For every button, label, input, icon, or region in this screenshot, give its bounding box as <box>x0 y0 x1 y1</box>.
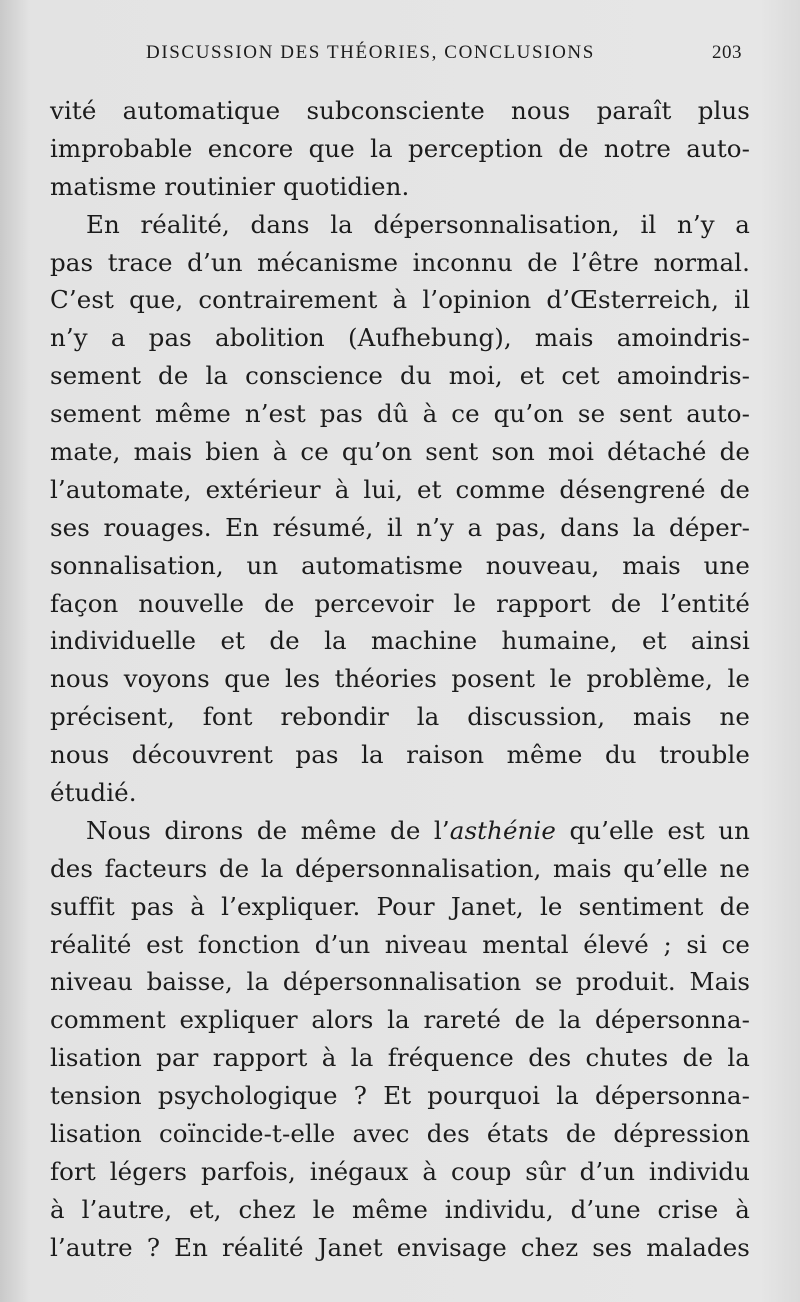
text-line: comment expliquer alors la rareté de la dépersonna- <box>50 1005 750 1035</box>
text-line: En réalité, dans la dépersonnalisation, il n’y a <box>86 209 750 239</box>
text-line: improbable encore que la perception de notre auto- <box>50 133 750 163</box>
text-line: pas trace d’un mécanisme inconnu de l’être normal. <box>50 247 750 277</box>
text-line: C’est que, contrairement à l’opinion d’Œsterreich, il <box>50 285 750 315</box>
text-line: lisation par rapport à la fréquence des chutes de la <box>50 1043 750 1073</box>
text-line: lisation coïncide-t-elle avec des états de dépression <box>50 1119 750 1149</box>
text-line: nous voyons que les théories posent le problème, le <box>50 664 750 694</box>
text-segment: Nous dirons de même de l’ <box>86 815 450 845</box>
chapter-title: DISCUSSION DES THÉORIES, CONCLUSIONS <box>146 42 595 63</box>
text-line: n’y a pas abolition (Aufhebung), mais amoindris- <box>50 323 750 353</box>
text-line: des facteurs de la dépersonnalisation, mais qu’elle ne <box>50 853 750 883</box>
text-line: sement même n’est pas dû à ce qu’on se sent auto- <box>50 399 750 429</box>
text-line: sement de la conscience du moi, et cet amoindris- <box>50 361 750 391</box>
text-line: réalité est fonction d’un niveau mental élevé ; si ce <box>50 929 750 959</box>
text-line <box>50 812 750 850</box>
text-line: précisent, font rebondir la discussion, mais ne <box>50 702 750 732</box>
italic-term: asthénie <box>449 815 556 845</box>
text-line: vité automatique subconsciente nous paraît plus <box>50 96 750 125</box>
text-line: l’autre ? En réalité Janet envisage chez ses malades <box>50 1232 750 1262</box>
text-line: mate, mais bien à ce qu’on sent son moi détaché de <box>50 437 750 467</box>
text-line: sonnalisation, un automatisme nouveau, mais une <box>50 550 750 580</box>
text-line: façon nouvelle de percevoir le rapport de l’entité <box>50 588 750 618</box>
text-segment: qu’elle est un <box>569 815 750 845</box>
text-line: à l’autre, et, chez le même individu, d’une crise à <box>50 1194 750 1224</box>
body-text <box>50 92 750 1267</box>
text-line: matisme routinier quotidien. <box>50 171 410 201</box>
running-header <box>58 42 742 74</box>
text-line: suffit pas à l’expliquer. Pour Janet, le sentiment de <box>50 891 750 921</box>
text-line: nous découvrent pas la raison même du trouble <box>50 740 750 770</box>
text-line: niveau baisse, la dépersonnalisation se produit. Mais <box>50 967 750 997</box>
text-line: ses rouages. En résumé, il n’y a pas, dans la déper- <box>50 512 750 542</box>
text-line: étudié. <box>50 778 137 808</box>
page-number: 203 <box>712 42 742 63</box>
text-line: individuelle et de la machine humaine, et ainsi <box>50 626 750 656</box>
text-line: fort légers parfois, inégaux à coup sûr d’un individu <box>50 1156 750 1186</box>
text-line: tension psychologique ? Et pourquoi la dépersonna- <box>50 1081 750 1111</box>
text-line: l’automate, extérieur à lui, et comme désengrené de <box>50 474 750 504</box>
